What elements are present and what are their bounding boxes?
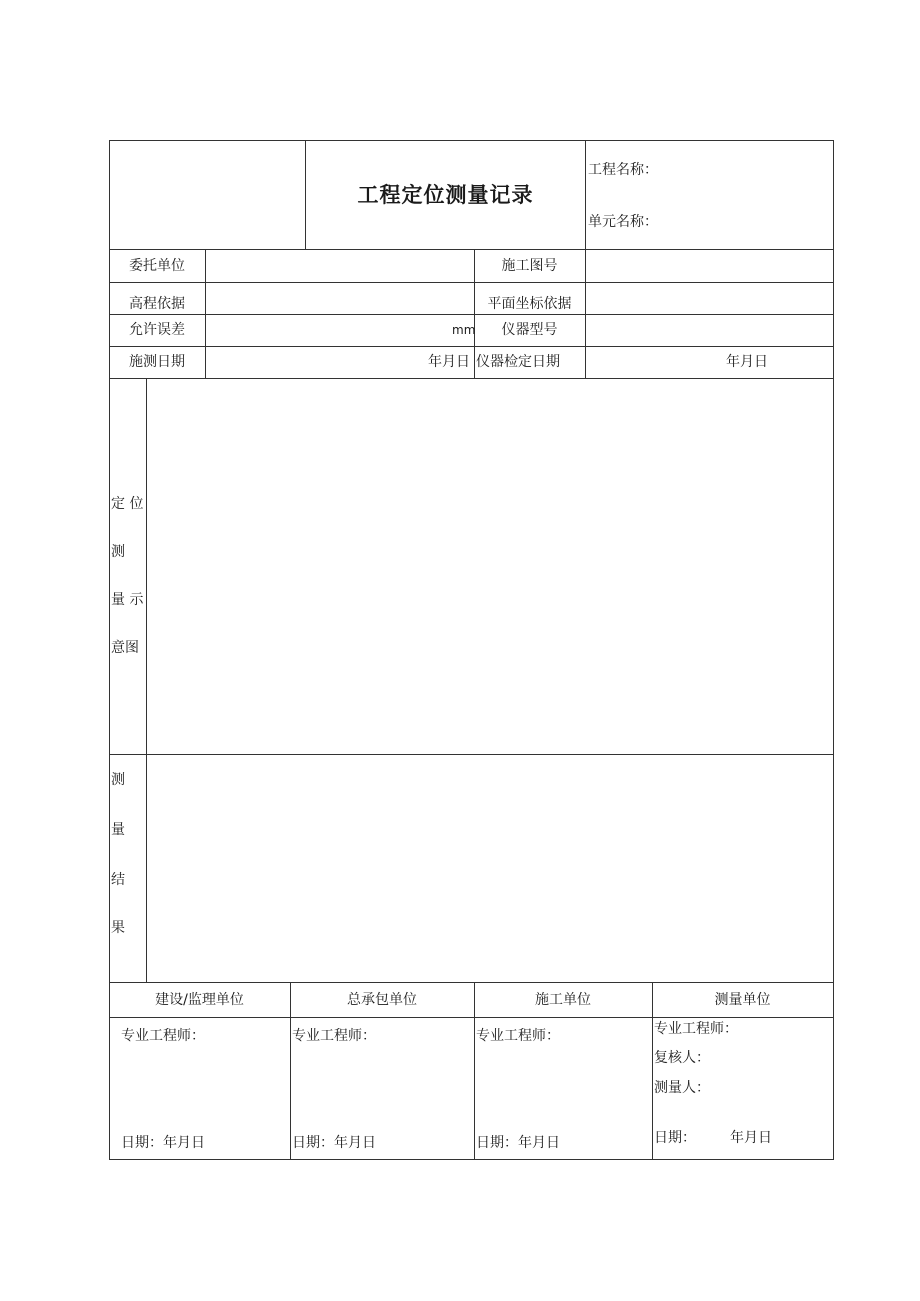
grid-line [205, 249, 206, 378]
project-name-label: 工程名称： [588, 162, 658, 178]
entrusting-unit-label: 委托单位 [129, 258, 185, 274]
engineer-label: 专业工程师： [654, 1021, 738, 1037]
engineer-label: 专业工程师： [476, 1028, 560, 1044]
document-title: 工程定位测量记录 [357, 183, 534, 207]
signature-header-survey: 测量单位 [714, 992, 771, 1008]
grid-line [109, 982, 834, 983]
grid-line [109, 754, 834, 755]
date-value: 年月日 [730, 1130, 772, 1146]
elevation-basis-label: 高程依据 [129, 296, 185, 312]
grid-line [109, 282, 834, 283]
date-label: 日期： [654, 1130, 696, 1146]
signature-header-supervisor: 建设/监理单位 [155, 992, 244, 1008]
date-label: 日期：年月日 [121, 1135, 205, 1151]
instrument-model-label: 仪器型号 [501, 322, 558, 338]
grid-line [109, 378, 834, 379]
unit-name-label: 单元名称： [588, 214, 658, 230]
grid-line [109, 346, 834, 347]
diagram-label-line1: 定 位 [111, 496, 144, 512]
results-label-line4: 果 [111, 920, 125, 936]
allowable-error-label: 允许误差 [129, 322, 185, 338]
grid-line [585, 140, 586, 378]
results-label-line2: 量 [111, 822, 125, 838]
plane-coord-basis-label: 平面坐标依据 [487, 296, 572, 312]
surveyor-label: 测量人： [654, 1080, 710, 1096]
engineer-label: 专业工程师： [121, 1028, 205, 1044]
signature-header-construction: 施工单位 [535, 992, 591, 1008]
calib-date-value: 年月日 [726, 354, 768, 370]
results-label-line1: 测 [111, 772, 125, 788]
grid-line [109, 1017, 834, 1018]
grid-line [833, 140, 834, 1160]
diagram-label-line3: 量 示 [111, 592, 144, 608]
grid-line [109, 140, 834, 141]
grid-line [109, 249, 834, 250]
grid-line [109, 314, 834, 315]
diagram-label-line2: 测 [111, 544, 125, 560]
error-unit: mm [452, 323, 476, 337]
grid-line [146, 378, 147, 982]
survey-date-label: 施测日期 [129, 354, 185, 370]
instrument-calib-date-label: 仪器检定日期 [476, 354, 560, 370]
date-label: 日期：年月日 [292, 1135, 376, 1151]
survey-date-value: 年月日 [428, 354, 470, 370]
date-label: 日期：年月日 [476, 1135, 560, 1151]
signature-header-general-contractor: 总承包单位 [347, 992, 417, 1008]
grid-line [109, 1159, 834, 1160]
diagram-label-line4: 意图 [111, 640, 139, 656]
results-label-line3: 结 [111, 872, 125, 888]
reviewer-label: 复核人： [654, 1050, 710, 1066]
engineer-label: 专业工程师： [292, 1028, 376, 1044]
drawing-no-label: 施工图号 [501, 258, 558, 274]
